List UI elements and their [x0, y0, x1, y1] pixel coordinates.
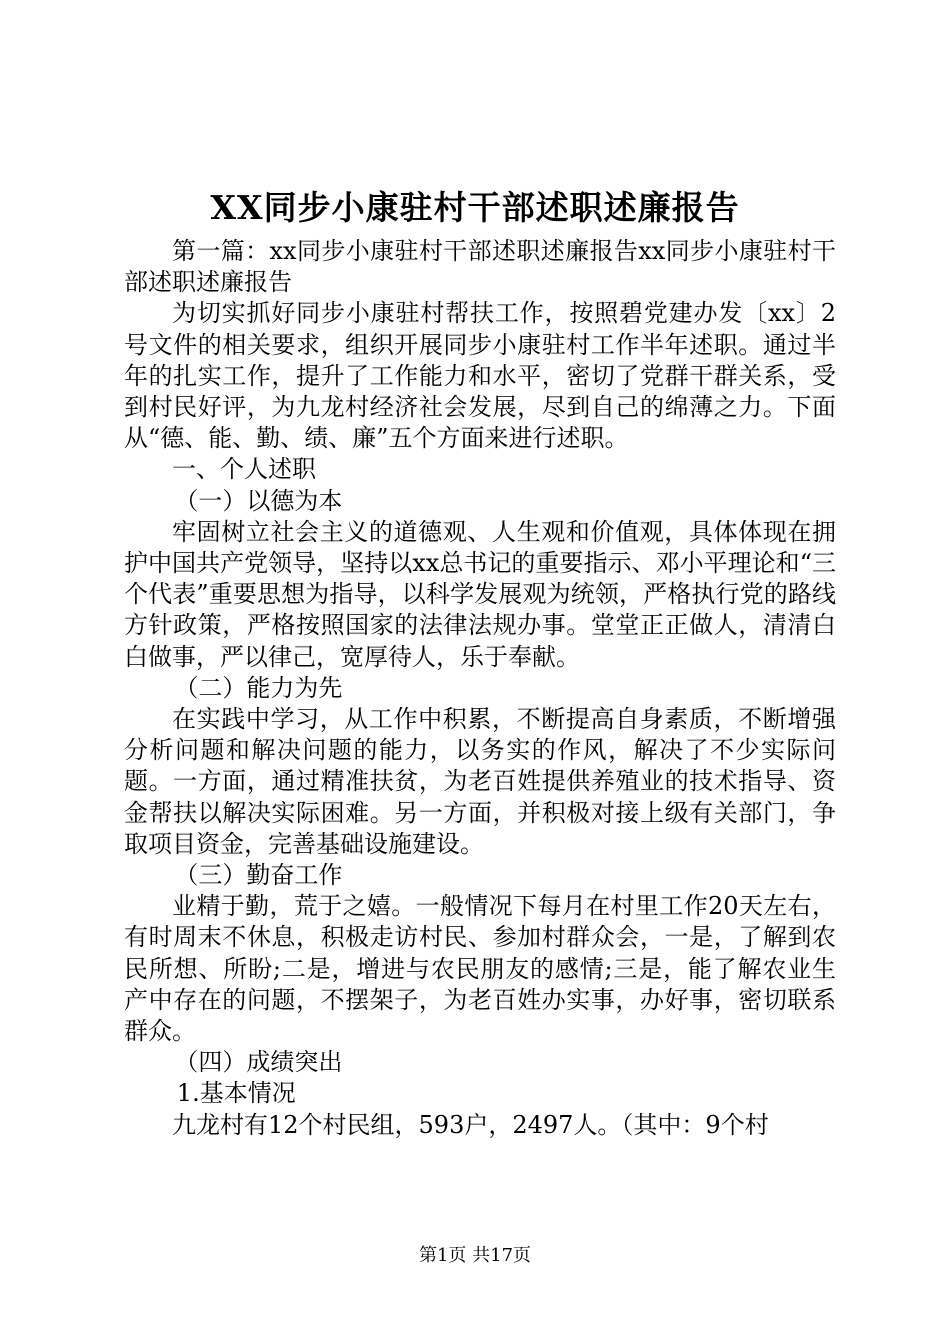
subsection-heading: （四）成绩突出: [174, 1048, 343, 1077]
subsection-heading: （三）勤奋工作: [174, 861, 343, 890]
subsection-heading: （一）以德为本: [174, 486, 343, 515]
paragraph: 九龙村有12个村民组，593户，2497人。（其中：9个村: [172, 1110, 769, 1139]
paragraph: 第一篇：xx同步小康驻村干部述职述廉报告xx同步小康驻村干部述职述廉报告: [124, 237, 836, 297]
paragraph: 牢固树立社会主义的道德观、人生观和价值观，具体体现在拥护中国共产党领导，坚持以xx总书记的重要指示、邓小平理论和“三个代表”重要思想为指导，以科学发展观为统领，严格执行党的路线方针政策，严格按照国家的法律法规办事。堂堂正正做人，清清白白做事，严以律己，宽厚待人，乐于奉献。: [124, 517, 836, 671]
document-body: [124, 236, 836, 1141]
subsection-heading: （二）能力为先: [174, 673, 343, 702]
paragraph: 在实践中学习，从工作中积累，不断提高自身素质，不断增强分析问题和解决问题的能力，以务实的作风，解决了不少实际问题。一方面，通过精准扶贫，为老百姓提供养殖业的技术指导、资金帮扶以解决实际困难。另一方面，并积极对接上级有关部门，争取项目资金，完善基础设施建设。: [124, 705, 836, 858]
document-title: XX同步小康驻村干部述职述廉报告: [210, 188, 740, 227]
paragraph: 业精于勤，荒于之嬉。一般情况下每月在村里工作20天左右，有时周末不休息，积极走访村民、参加村群众会，一是，了解到农民所想、所盼;二是，增进与农民朋友的感情;三是，能了解农业生产中存在的问题，不摆架子，为老百姓办实事，办好事，密切联系群众。: [124, 892, 836, 1046]
section-heading: 一、个人述职: [172, 455, 316, 484]
page-footer: 第1页 共17页: [418, 1245, 532, 1266]
paragraph: 为切实抓好同步小康驻村帮扶工作，按照碧党建办发〔xx〕2号文件的相关要求，组织开展同步小康驻村工作半年述职。通过半年的扎实工作，提升了工作能力和水平，密切了党群干群关系，受到村民好评，为九龙村经济社会发展，尽到自己的绵薄之力。下面从“德、能、勤、绩、廉”五个方面来进行述职。: [124, 299, 836, 453]
numbered-heading: 1.基本情况: [176, 1079, 296, 1108]
